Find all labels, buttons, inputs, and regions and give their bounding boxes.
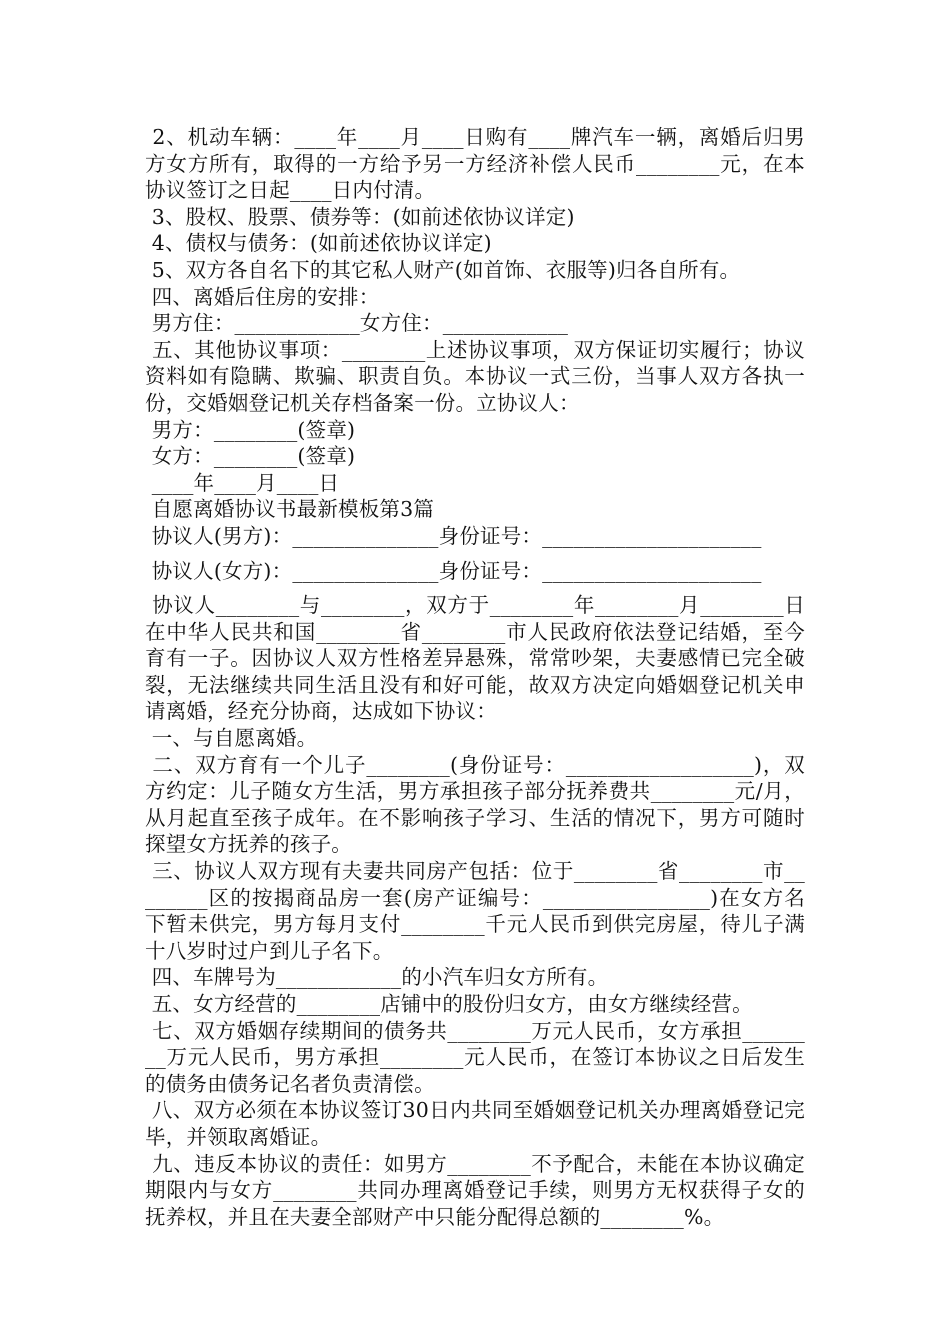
paragraph-debts: 4、债权与债务：(如前述依协议详定) xyxy=(145,231,492,256)
paragraph-private-property: 5、双方各自名下的其它私人财产(如首饰、衣服等)归各自所有。 xyxy=(145,257,741,282)
paragraph-equity: 3、股权、股票、债券等：(如前述依协议详定) xyxy=(145,204,575,229)
document-body xyxy=(145,124,805,1230)
signature-line-male: 男方：________(签章) xyxy=(145,417,356,442)
clause-7-debts: 七、双方婚姻存续期间的债务共________万元人民币，女方承担________万元人民币，男方承担________元人民币，在签订本协议之日后发生的债务由债务记名者负责清偿。 xyxy=(145,1018,805,1096)
party-male-line: 协议人(男方)：______________身份证号：_____________________ xyxy=(145,523,762,548)
paragraph-housing-residence: 男方住：____________女方住：____________ xyxy=(145,311,569,336)
paragraph-vehicle: 2、机动车辆：____年____月____日购有____牌汽车一辆，离婚后归男方女方所有，取得的一方给予另一方经济补偿人民币________元，在本协议签订之日起____日内付清。 xyxy=(145,125,806,203)
clause-3-property: 三、协议人双方现有夫妻共同房产包括：位于________省________市________区的按揭商品房一套(房产证编号：________________)在女方名下暂未供完，男方每月支付________千元人民币到供完房屋，待儿子满十八岁时过户到儿子名下。 xyxy=(145,859,805,963)
clause-9-liability: 九、违反本协议的责任：如男方________不予配合，未能在本协议确定期限内与女方________共同办理离婚登记手续，则男方无权获得子女的抚养权，并且在夫妻全部财产中只能分配得总额的________%。 xyxy=(145,1151,806,1229)
clause-1: 一、与自愿离婚。 xyxy=(145,726,318,751)
clause-5-shop: 五、女方经营的________店铺中的股份归女方，由女方继续经营。 xyxy=(145,992,753,1016)
signature-line-female: 女方：________(签章) xyxy=(145,444,356,469)
clause-2-child: 二、双方育有一个儿子________(身份证号：__________________)，双方约定：儿子随女方生活，男方承担孩子部分抚养费共________元/月，从月起直至孩子成年。在不影响孩子学习、生活的情况下，男方可随时探望女方抚养的孩子。 xyxy=(145,752,805,857)
clause-4-vehicle: 四、车牌号为____________的小汽车归女方所有。 xyxy=(145,965,609,990)
clause-8-registration: 八、双方必须在本协议签订30日内共同至婚姻登记机关办理离婚登记完毕，并领取离婚证。 xyxy=(145,1098,805,1149)
paragraph-other-matters: 五、其他协议事项：________上述协议事项，双方保证切实履行；协议资料如有隐瞒、欺骗、职责自负。本协议一式三份，当事人双方各执一份，交婚姻登记机关存档备案一份。立协议人： xyxy=(145,337,806,415)
section-title: 自愿离婚协议书最新模板第3篇 xyxy=(145,497,435,522)
signature-date: ____年____月____日 xyxy=(145,470,340,495)
paragraph-housing-heading: 四、离婚后住房的安排： xyxy=(145,284,380,309)
party-female-line: 协议人(女方)：______________身份证号：_____________________ xyxy=(145,558,762,583)
paragraph-preamble: 协议人________与________，双方于________年________月________日在中华人民共和国________省________市人民政府依法登记结婚，至今育有一子。因协议人双方性格差异悬殊，常常吵架，夫妻感情已完全破裂，无法继续共同生活且没有和好可能，故双方决定向婚姻登记机关申请离婚，经充分协商，达成如下协议： xyxy=(145,593,806,724)
